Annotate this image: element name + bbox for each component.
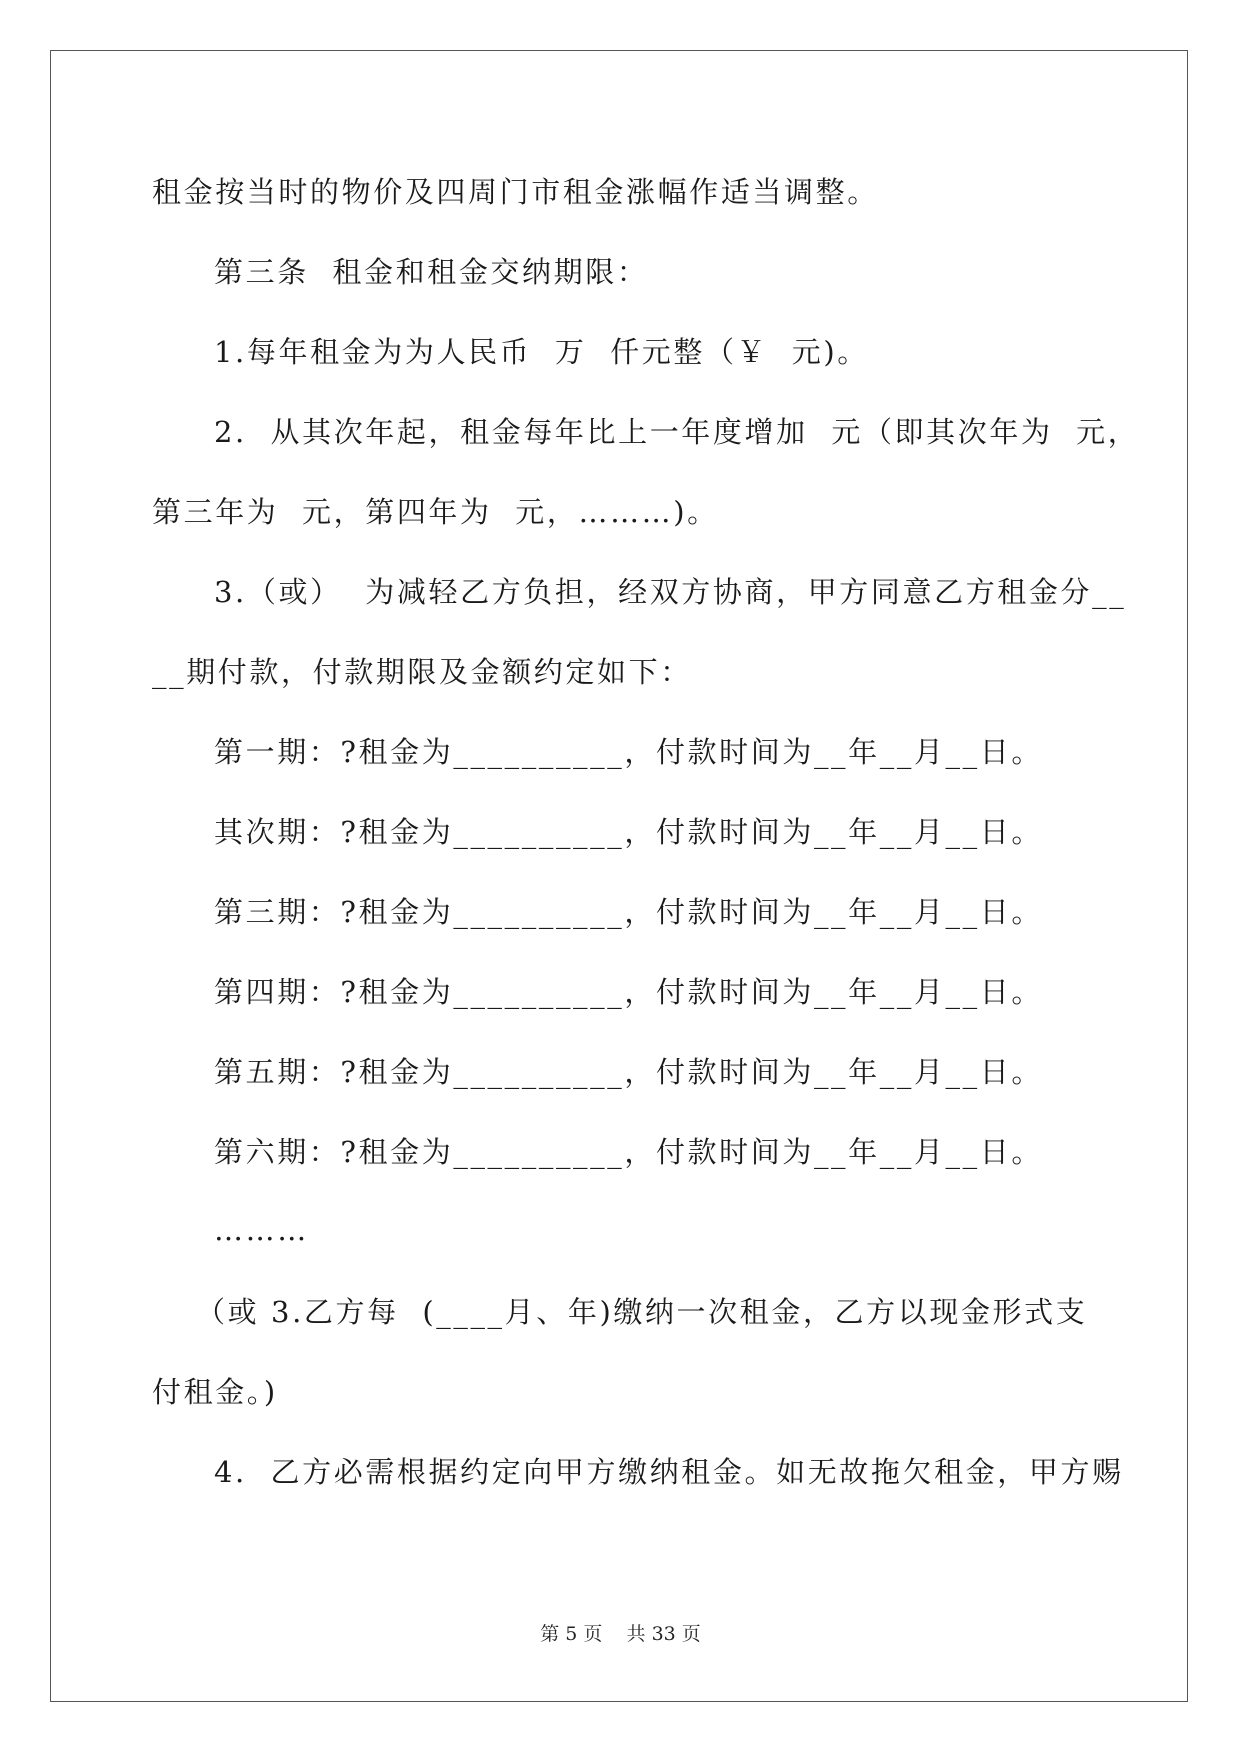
text-line: __期付款，付款期限及金额约定如下： bbox=[152, 655, 692, 689]
installment-line: 第六期：?租金为__________，付款时间为__年__月__日。 bbox=[214, 1135, 1043, 1169]
text-line: 第三年为 元，第四年为 元，………)。 bbox=[152, 495, 719, 529]
installment-line: 第一期：?租金为__________，付款时间为__年__月__日。 bbox=[214, 735, 1043, 769]
ellipsis-line: ……… bbox=[214, 1213, 309, 1247]
text-line: （或 3.乙方每 (____月、年)缴纳一次租金，乙方以现金形式支 bbox=[196, 1295, 1088, 1329]
article-heading: 第三条 租金和租金交纳期限： bbox=[214, 255, 649, 289]
text-line: 1.每年租金为为人民币 万 仟元整（￥ 元)。 bbox=[214, 335, 869, 369]
page-total: 共 33 页 bbox=[626, 1623, 701, 1645]
page-number: 第 5 页 bbox=[540, 1623, 603, 1645]
text-line: 2. 从其次年起，租金每年比上一年度增加 元（即其次年为 元， bbox=[214, 415, 1140, 449]
text-line: 3.（或） 为减轻乙方负担，经双方协商，甲方同意乙方租金分__ bbox=[214, 575, 1127, 609]
installment-line: 第五期：?租金为__________，付款时间为__年__月__日。 bbox=[214, 1055, 1043, 1089]
text-line: 租金按当时的物价及四周门市租金涨幅作适当调整。 bbox=[152, 175, 879, 209]
page-footer bbox=[0, 1622, 1241, 1646]
installment-line: 第三期：?租金为__________，付款时间为__年__月__日。 bbox=[214, 895, 1043, 929]
installment-line: 其次期：?租金为__________，付款时间为__年__月__日。 bbox=[214, 815, 1043, 849]
text-line: 付租金。) bbox=[152, 1375, 278, 1409]
text-line: 4. 乙方必需根据约定向甲方缴纳租金。如无故拖欠租金，甲方赐 bbox=[214, 1455, 1124, 1489]
installment-line: 第四期：?租金为__________，付款时间为__年__月__日。 bbox=[214, 975, 1043, 1009]
